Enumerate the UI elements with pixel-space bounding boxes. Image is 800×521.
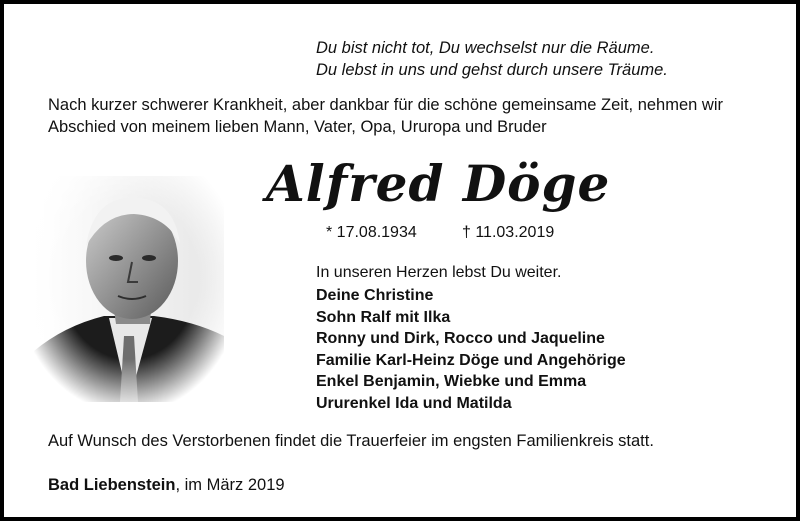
poem-line-2: Du lebst in uns und gehst durch unsere Träume.: [316, 61, 668, 79]
mourners-list: [316, 285, 626, 414]
portrait-image: [34, 176, 224, 402]
intro-line-1: Nach kurzer schwerer Krankheit, aber dankbar für die schöne gemeinsame Zeit, nehmen wir: [48, 96, 723, 114]
funeral-notice: Auf Wunsch des Verstorbenen findet die Trauerfeier im engsten Familienkreis statt.: [48, 432, 654, 450]
intro-line-2: Abschied von meinem lieben Mann, Vater, Opa, Ururopa und Bruder: [48, 118, 547, 136]
portrait-photo: [34, 176, 224, 402]
poem-line-1: Du bist nicht tot, Du wechselst nur die Räume.: [316, 39, 655, 57]
death-date: † 11.03.2019: [462, 224, 555, 241]
memorial-poem: [316, 37, 668, 81]
list-item: Sohn Ralf mit Ilka: [316, 308, 451, 326]
place-name: Bad Liebenstein: [48, 476, 176, 494]
mourners-intro: In unseren Herzen lebst Du weiter.: [316, 264, 562, 281]
list-item: Deine Christine: [316, 287, 434, 304]
list-item: Familie Karl-Heinz Döge und Angehörige: [316, 351, 626, 369]
list-item: Ururenkel Ida und Matilda: [316, 394, 512, 412]
intro-text: [48, 94, 768, 138]
birth-date: * 17.08.1934: [326, 224, 417, 241]
deceased-name: Alfred Döge: [266, 154, 611, 213]
place-and-date: [48, 474, 285, 496]
list-item: Ronny und Dirk, Rocco und Jaqueline: [316, 330, 605, 347]
signoff-date: , im März 2019: [175, 476, 285, 494]
list-item: Enkel Benjamin, Wiebke und Emma: [316, 373, 587, 390]
